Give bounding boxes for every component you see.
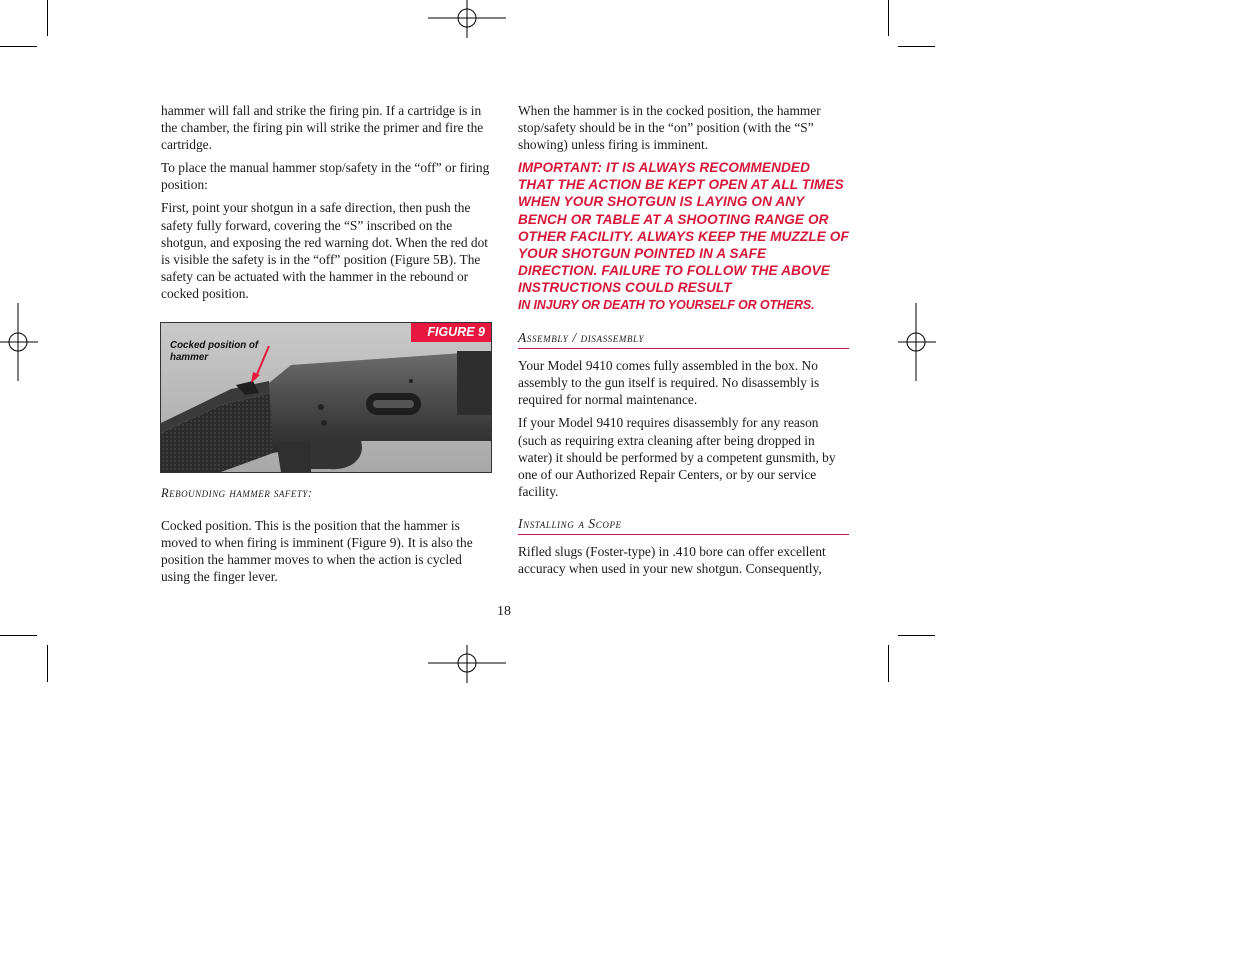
warning-text-last-line: IN INJURY OR DEATH TO YOURSELF OR OTHERS.	[518, 298, 815, 313]
page-number: 18	[497, 604, 511, 619]
crop-mark	[47, 645, 48, 682]
registration-mark	[428, 0, 468, 40]
paragraph: If your Model 9410 requires disassembly for any reason (such as requiring extra cleaning after being dropped in water) it should be performed by a competent gunsmith, by one of our Authorized Repair Centers, or by our service facility.	[518, 415, 836, 499]
crop-mark	[47, 0, 48, 36]
heading-assembly-disassembly: Assembly / disassembly	[518, 330, 849, 349]
paragraph: To place the manual hammer stop/safety in the “off” or firing position:	[161, 160, 490, 193]
figure-caption: Cocked position of hammer	[170, 340, 259, 363]
crop-mark	[888, 0, 889, 36]
registration-mark	[896, 303, 936, 343]
paragraph: hammer will fall and strike the firing pin. If a cartridge is in the chamber, the firing pin will strike the primer and fire the cartridge.	[161, 103, 484, 153]
left-column-lower	[161, 486, 492, 591]
crop-mark	[0, 635, 37, 636]
registration-mark	[428, 645, 468, 685]
paragraph: When the hammer is in the cocked position, the hammer stop/safety should be in the “on” position (with the “S” showing) unless firing is imminent.	[518, 103, 821, 153]
crop-mark	[898, 46, 935, 47]
figure-label: FIGURE 9	[411, 323, 491, 342]
subheading-rebounding-hammer-safety: Rebounding hammer safety:	[161, 486, 313, 500]
left-column	[161, 102, 492, 308]
crop-mark	[888, 645, 889, 682]
crop-mark	[0, 46, 37, 47]
paragraph: Your Model 9410 comes fully assembled in the box. No assembly to the gun itself is required. No disassembly is required for normal maintenance.	[518, 358, 820, 408]
warning-text: IMPORTANT: IT IS ALWAYS RECOMMENDED THAT THE ACTION BE KEPT OPEN AT ALL TIMES WHEN YOUR SHOTGUN IS LAYING ON ANY BENCH OR TABLE AT A SHOOTING RANGE OR OTHER FACILITY. ALWAYS KEEP THE MUZZLE OF YOUR SHOTGUN POINTED IN A SAFE DIRECTION. FAILURE TO FOLLOW THE ABOVE INSTRUCTIONS COULD RESULT	[518, 160, 849, 295]
paragraph: Cocked position. This is the position that the hammer is moved to when firing is imminent (Figure 9). It is also the position the hammer moves to when the action is cycled using the finger lever.	[161, 518, 473, 585]
important-warning	[518, 159, 849, 314]
crop-mark	[898, 635, 935, 636]
right-column	[518, 102, 849, 583]
registration-mark	[0, 303, 40, 343]
figure-9-photo	[160, 322, 492, 473]
paragraph: Rifled slugs (Foster-type) in .410 bore can offer excellent accuracy when used in your new shotgun. Consequently,	[518, 543, 826, 576]
heading-installing-a-scope: Installing a Scope	[518, 516, 849, 535]
paragraph: First, point your shotgun in a safe direction, then push the safety fully forward, covering the “S” inscribed on the shotgun, and exposing the red warning dot. When the red dot is visible the safety is in the “off” position (Figure 5B). The safety can be actuated with the hammer in the rebound or cocked position.	[161, 200, 489, 301]
